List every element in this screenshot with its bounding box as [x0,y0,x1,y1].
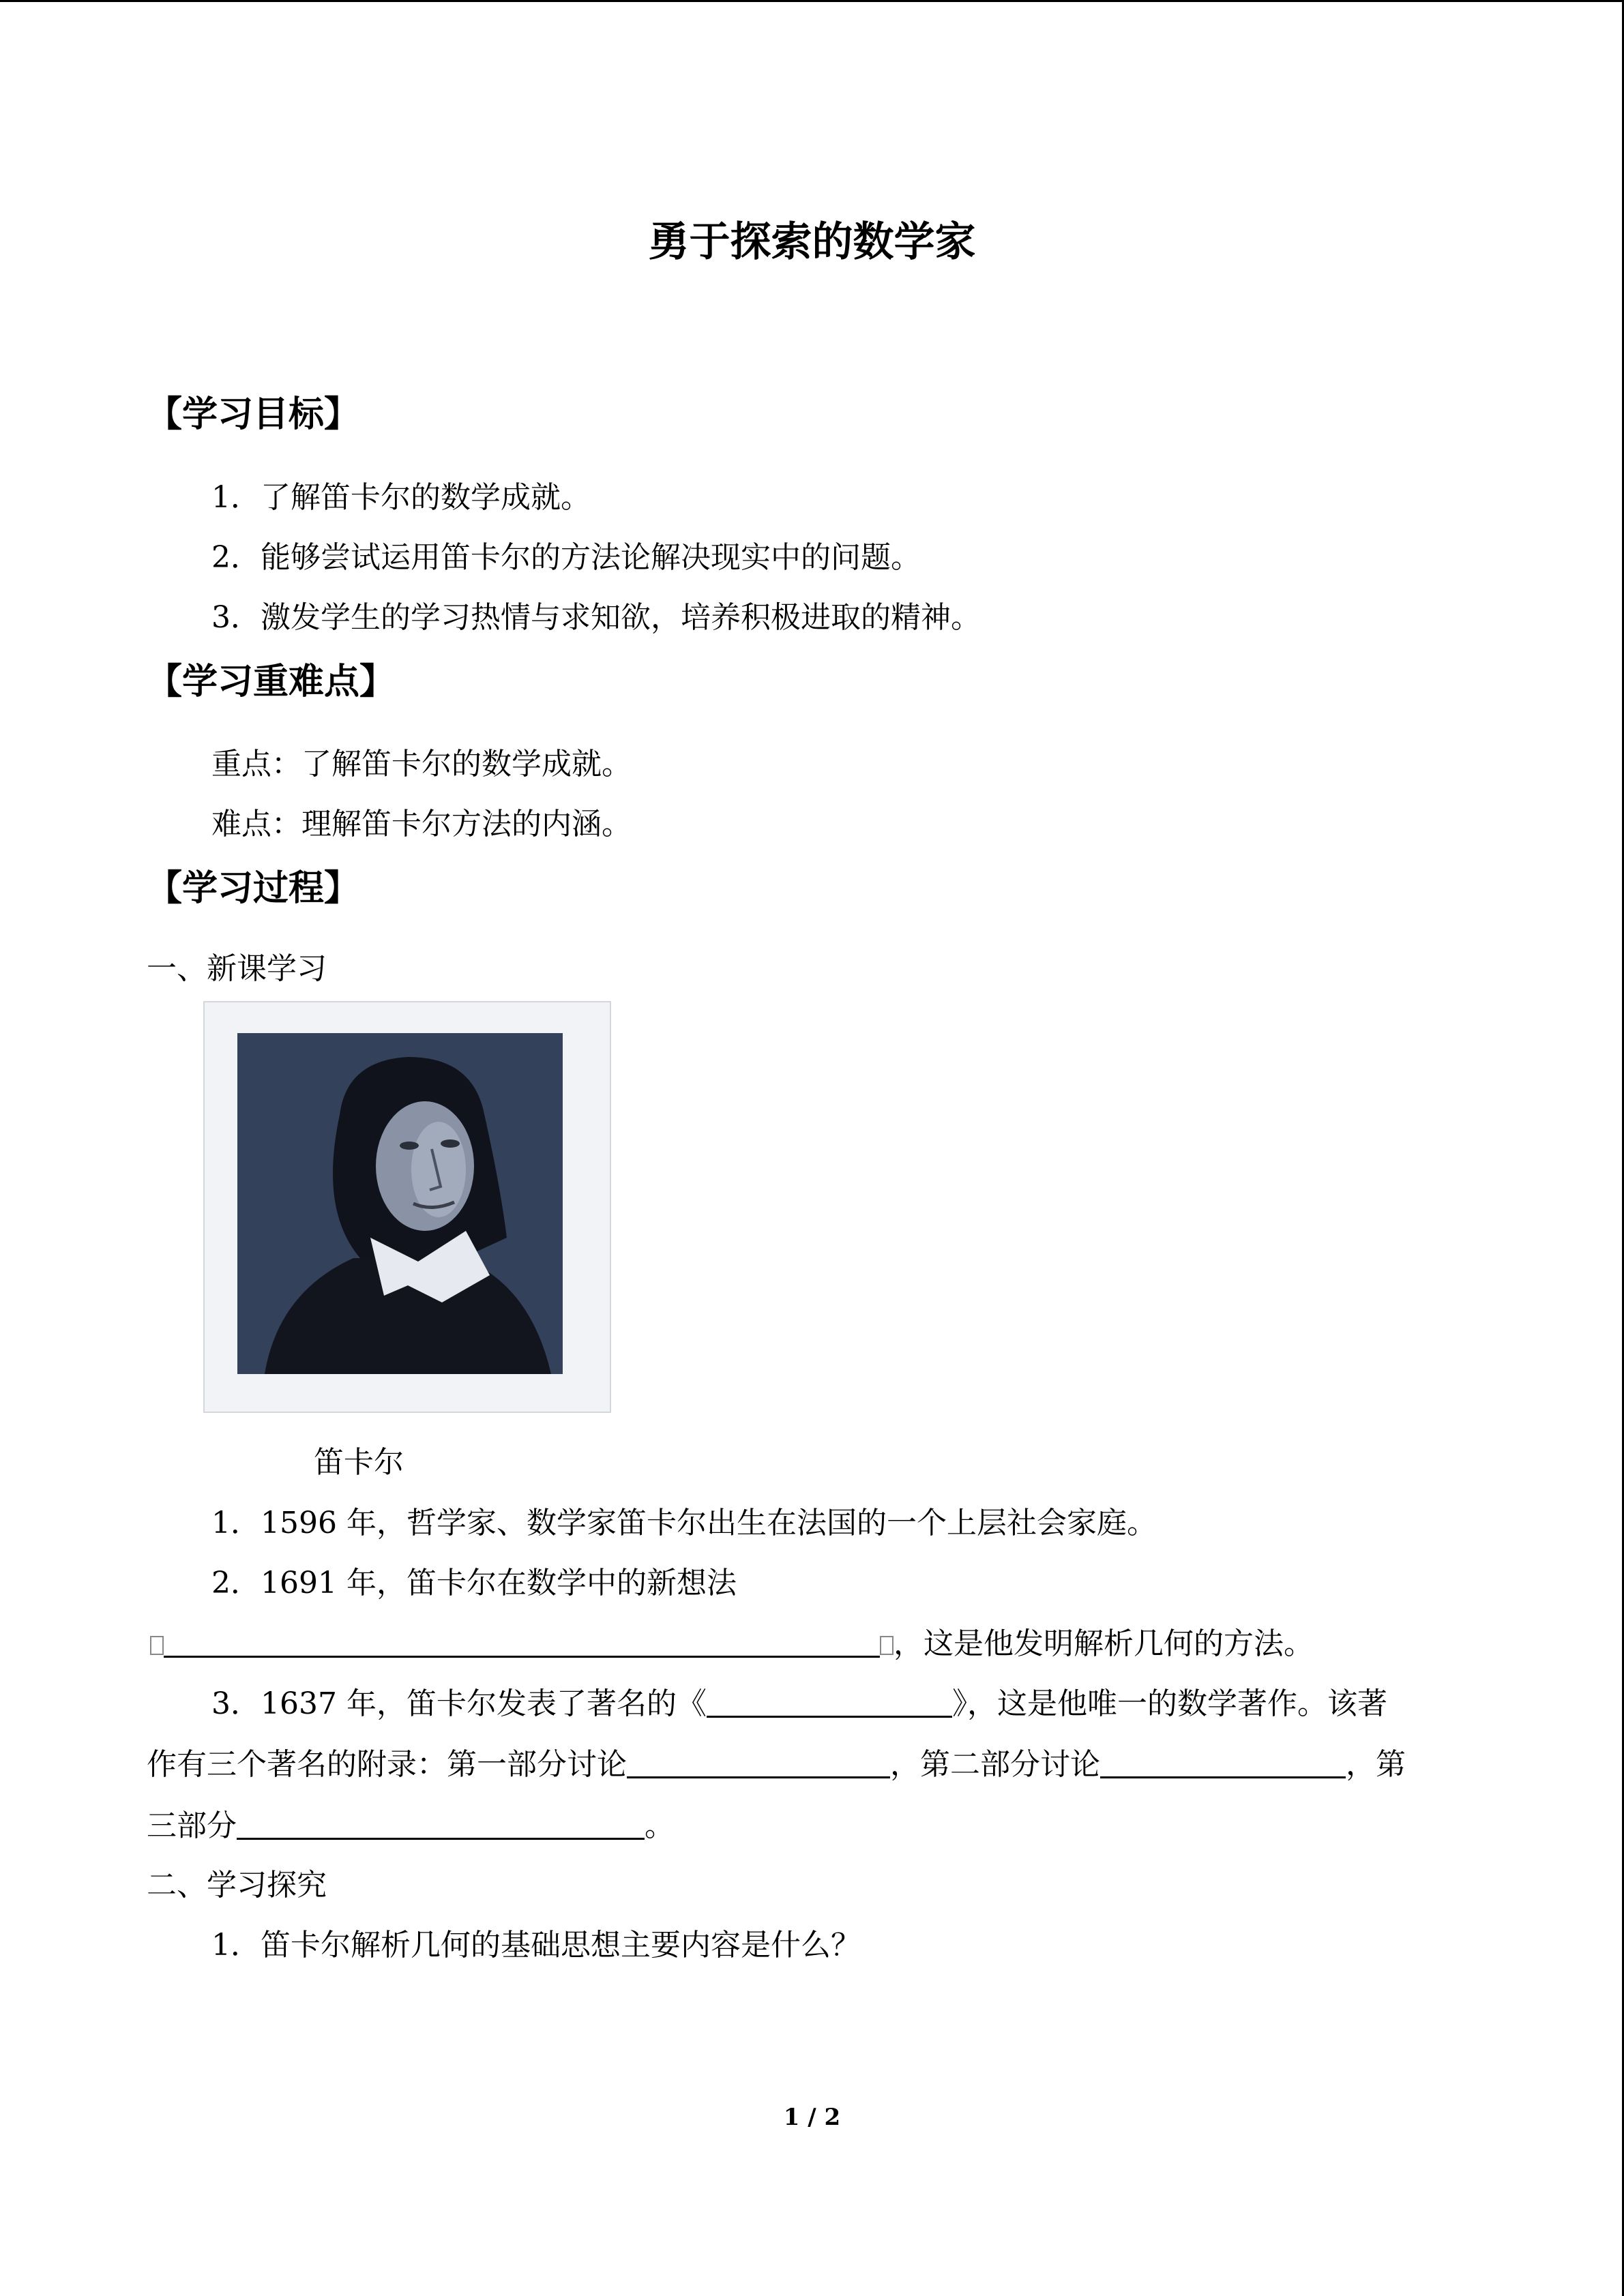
process-item-2-answer-line [150,1624,1314,1665]
answer-blank-appendix-1[interactable] [627,1745,890,1778]
goal-item-3: 3．激发学生的学习热情与求知欲，培养积极进取的精神。 [211,600,981,635]
answer-blank-method[interactable] [164,1624,880,1658]
bracket-placeholder-right [880,1636,894,1655]
item3-text-d: ，第二部分讨论 [890,1747,1100,1782]
heading-learning-process: 【学习过程】 [147,867,360,909]
item3-text-a: 3．1637 年，笛卡尔发表了著名的《 [211,1686,707,1721]
descartes-portrait [237,1033,563,1374]
answer-blank-appendix-3[interactable] [237,1806,645,1840]
answer-blank-book-title[interactable] [707,1684,952,1718]
page-title: 勇于探索的数学家 [648,218,976,266]
process-item-2: 2．1691 年，笛卡尔在数学中的新想法 [211,1566,737,1600]
portrait-frame [203,1001,611,1413]
item3-text-c: 作有三个著名的附录：第一部分讨论 [147,1747,627,1782]
heading-learning-goals: 【学习目标】 [147,393,360,435]
inquiry-question-1: 1．笛卡尔解析几何的基础思想主要内容是什么？ [211,1928,861,1963]
goal-item-1: 1．了解笛卡尔的数学成就。 [211,480,591,515]
portrait-illustration [237,1033,563,1374]
goal-item-2: 2．能够尝试运用笛卡尔的方法论解决现实中的问题。 [211,540,921,575]
bracket-placeholder-left [150,1636,164,1655]
item3-text-f: 三部分 [147,1808,237,1843]
process-item-1: 1．1596 年，哲学家、数学家笛卡尔出生在法国的一个上层社会家庭。 [211,1506,1157,1540]
answer-blank-appendix-2[interactable] [1100,1745,1346,1778]
difficulty-point: 难点：理解笛卡尔方法的内涵。 [211,807,632,841]
portrait-caption: 笛卡尔 [314,1445,404,1480]
process-item-3-line-2 [147,1744,1406,1785]
focus-point: 重点：了解笛卡尔的数学成就。 [211,747,632,781]
item3-text-e: ，第 [1346,1747,1406,1782]
item3-text-g: 。 [645,1808,675,1843]
page-number: 1 / 2 [783,2104,841,2131]
process-item-3-line-3 [147,1806,675,1847]
item3-text-b: 》，这是他唯一的数学著作。该著 [951,1686,1387,1721]
part1-title: 一、新课学习 [147,951,327,986]
process-item-2-tail: ，这是他发明解析几何的方法。 [894,1626,1314,1661]
process-item-3-line-1 [211,1684,1387,1725]
part2-title: 二、学习探究 [147,1868,327,1903]
heading-key-points: 【学习重难点】 [147,661,396,702]
